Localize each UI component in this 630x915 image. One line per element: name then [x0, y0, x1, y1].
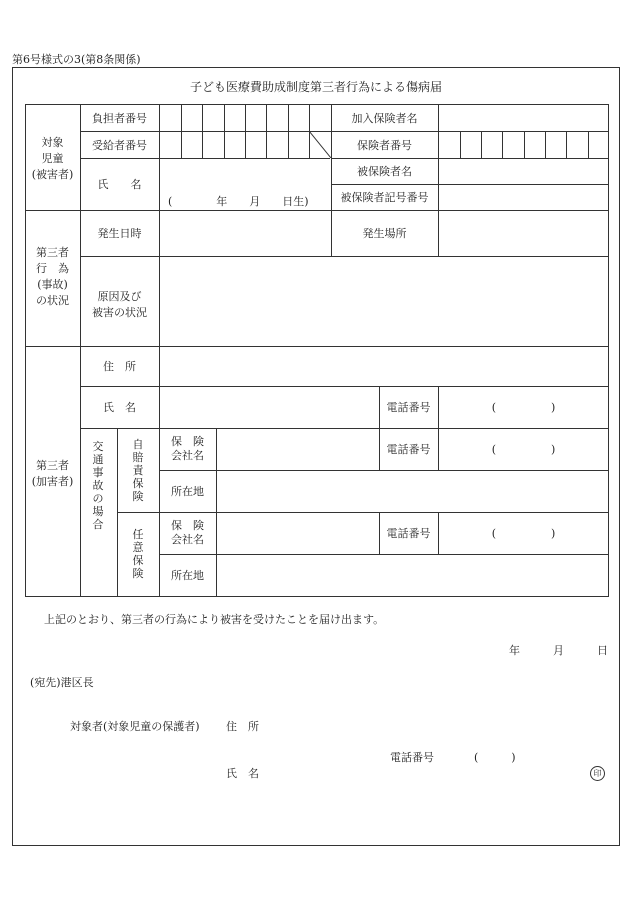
recipient-number-slash [309, 131, 331, 158]
divider-target-incident [25, 210, 609, 211]
voluntary-company-label: 保 険 会社名 [171, 519, 204, 546]
addressee: (宛先)港区長 [30, 676, 94, 689]
cause-label: 原因及び 被害の状況 [92, 290, 147, 319]
applicant-address-label: 住 所 [226, 720, 259, 733]
declaration-date[interactable]: 年 月 日 [509, 644, 608, 657]
third-party-group-label: 第三者 (加害者) [31, 459, 74, 488]
insured-subscriber-label: 加入保険者名 [351, 112, 418, 125]
traffic-accident-label: 交 通 事 故 の 場 合 [92, 440, 104, 531]
third-party-name-label: 氏 名 [103, 401, 136, 414]
group-column-line [80, 104, 81, 597]
insured-person-label: 被保険者名 [357, 165, 412, 178]
compulsory-insurance-label: 自 賠 責 保 険 [132, 438, 144, 503]
child-name-label: 氏 名 [97, 178, 142, 191]
declaration-text: 上記のとおり、第三者の行為により被害を受けたことを届け出ます。 [44, 613, 385, 626]
voluntary-phone-field[interactable]: ( ) [491, 527, 556, 540]
seal-mark: 印 [590, 766, 605, 781]
target-child-group-label: 対象 児童 (被害者) [31, 136, 74, 181]
applicant-phone-label: 電話番号 [390, 751, 434, 764]
insured-symbol-label: 被保険者記号番号 [340, 191, 429, 204]
applicant-phone-field[interactable]: ( ) [474, 751, 516, 764]
third-party-phone-field[interactable]: ( ) [491, 401, 556, 414]
applicant-label: 対象者(対象児童の保護者) [70, 720, 200, 733]
compulsory-phone-field[interactable]: ( ) [491, 443, 556, 456]
burden-number-label: 負担者番号 [92, 112, 147, 125]
form-title: 子ども医療費助成制度第三者行為による傷病届 [189, 80, 442, 94]
voluntary-insurance-label: 任 意 保 険 [132, 528, 144, 580]
compulsory-phone-label: 電話番号 [386, 443, 431, 456]
third-party-address-label: 住 所 [103, 360, 136, 373]
insurer-number-label: 保険者番号 [357, 139, 412, 152]
incident-place-label: 発生場所 [362, 227, 407, 240]
recipient-number-label: 受給者番号 [92, 139, 147, 152]
form-number: 第6号様式の3(第8条関係) [12, 53, 141, 66]
third-party-phone-label: 電話番号 [386, 401, 431, 414]
divider-incident-thirdparty [25, 346, 609, 347]
voluntary-location-label: 所在地 [171, 569, 204, 582]
compulsory-company-label: 保 険 会社名 [171, 435, 204, 462]
compulsory-location-label: 所在地 [171, 485, 204, 498]
birth-date-field[interactable]: ( 年 月 日生) [168, 195, 309, 208]
applicant-name-label: 氏 名 [226, 767, 259, 780]
voluntary-phone-label: 電話番号 [386, 527, 431, 540]
incident-date-label: 発生日時 [97, 227, 142, 240]
incident-group-label: 第三者 行 為 (事故) の状況 [36, 246, 69, 307]
